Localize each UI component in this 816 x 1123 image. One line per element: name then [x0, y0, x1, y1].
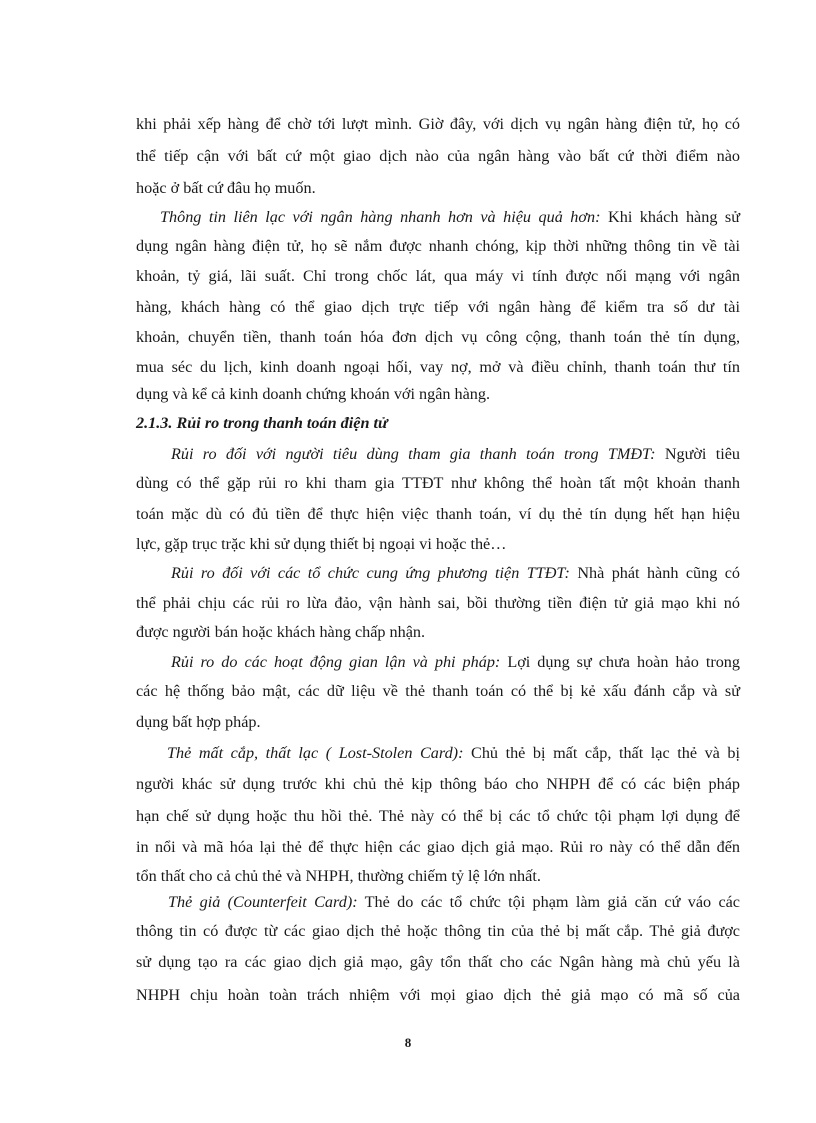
italic-lead: Rủi ro đối với các tổ chức cung ứng phương tiện TTĐT:	[171, 564, 570, 582]
text-line: dụng bất hợp pháp.	[136, 713, 261, 731]
text-line: người khác sử dụng trước khi chủ thẻ kịp thông báo cho NHPH để có các biện pháp	[136, 775, 740, 793]
paragraph-lead-line: Thẻ giả (Counterfeit Card): Thẻ do các tổ chức tội phạm làm giả căn cứ váo các	[168, 893, 740, 911]
text-line: dụng và kể cả kinh doanh chứng khoán với ngân hàng.	[136, 385, 491, 403]
text-line: sử dụng tạo ra các giao dịch giả mạo, gây tổn thất cho các Ngân hàng mà chủ yếu là	[136, 953, 740, 971]
text-line: khi phải xếp hàng để chờ tới lượt mình. Giờ đây, với dịch vụ ngân hàng điện tử, họ có	[136, 115, 740, 133]
italic-lead: Thẻ giả (Counterfeit Card):	[168, 893, 358, 911]
paragraph-lead-line: Rủi ro do các hoạt động gian lận và phi pháp: Lợi dụng sự chưa hoàn hảo trong	[171, 653, 740, 671]
text-line: hạn chế sử dụng hoặc thu hồi thẻ. Thẻ này có thể bị các tổ chức tội phạm lợi dụng để	[136, 807, 740, 825]
paragraph-lead-line: Rủi ro đối với người tiêu dùng tham gia thanh toán trong TMĐT: Người tiêu	[171, 445, 740, 463]
text-line: hoặc ở bất cứ đâu họ muốn.	[136, 179, 316, 197]
text-line: tổn thất cho cả chủ thẻ và NHPH, thường chiếm tỷ lệ lớn nhất.	[136, 867, 541, 885]
italic-lead: Rủi ro do các hoạt động gian lận và phi pháp:	[171, 653, 501, 671]
text-line: toán mặc dù có đủ tiền để thực hiện việc thanh toán, ví dụ thẻ tín dụng hết hạn hiệu	[136, 505, 740, 523]
text-line: được người bán hoặc khách hàng chấp nhận.	[136, 623, 426, 641]
text-line: lực, gặp trục trặc khi sử dụng thiết bị ngoại vi hoặc thẻ…	[136, 535, 507, 553]
italic-lead: Thông tin liên lạc với ngân hàng nhanh hơn và hiệu quả hơn:	[160, 208, 601, 226]
page-number: 8	[404, 1035, 412, 1050]
text-line: mua séc du lịch, kinh doanh ngoại hối, vay nợ, mở và điều chỉnh, thanh toán thư tín	[136, 358, 740, 376]
text-line: thể tiếp cận với bất cứ một giao dịch nào của ngân hàng vào bất cứ thời điểm nào	[136, 147, 740, 165]
text-line: dụng ngân hàng điện tử, họ sẽ nắm được nhanh chóng, kịp thời những thông tin về tài	[136, 237, 740, 255]
text-line: khoản, chuyển tiền, thanh toán hóa đơn dịch vụ công cộng, thanh toán thẻ tín dụng,	[136, 328, 740, 346]
italic-lead: Rủi ro đối với người tiêu dùng tham gia thanh toán trong TMĐT:	[171, 445, 656, 463]
text-line: dùng có thể gặp rủi ro khi tham gia TTĐT như không thể hoàn tất một khoản thanh	[136, 474, 740, 492]
text-line: khoản, tỷ giá, lãi suất. Chỉ trong chốc lát, qua máy vi tính được nối mạng với ngân	[136, 267, 740, 285]
text-line: thông tin có được từ các giao dịch thẻ hoặc thông tin của thẻ bị mất cắp. Thẻ giả được	[136, 922, 740, 940]
text-line: NHPH chịu hoàn toàn trách nhiệm với mọi giao dịch thẻ giả mạo có mã số của	[136, 986, 740, 1004]
italic-lead: Thẻ mất cắp, thất lạc ( Lost-Stolen Card):	[167, 744, 464, 762]
text-line: hàng, khách hàng có thể giao dịch trực tiếp với ngân hàng để kiểm tra số dư tài	[136, 298, 740, 316]
paragraph-lead-line: Thông tin liên lạc với ngân hàng nhanh hơn và hiệu quả hơn: Khi khách hàng sử	[160, 208, 740, 226]
paragraph-lead-line: Rủi ro đối với các tổ chức cung ứng phương tiện TTĐT: Nhà phát hành cũng có	[171, 564, 740, 582]
text-line: thể phải chịu các rủi ro lừa đảo, vận hành sai, bồi thường tiền điện tử giả mạo khi nó	[136, 594, 740, 612]
paragraph-lead-line: Thẻ mất cắp, thất lạc ( Lost-Stolen Card): Chủ thẻ bị mất cắp, thất lạc thẻ và bị	[167, 744, 740, 762]
text-line: in nổi và mã hóa lại thẻ để thực hiện các giao dịch giả mạo. Rủi ro này có thể dẫn đến	[136, 838, 740, 856]
text-line: các hệ thống bảo mật, các dữ liệu về thẻ thanh toán có thể bị kẻ xấu đánh cắp và sử	[136, 682, 740, 700]
section-heading: 2.1.3. Rủi ro trong thanh toán điện tử	[136, 414, 388, 432]
